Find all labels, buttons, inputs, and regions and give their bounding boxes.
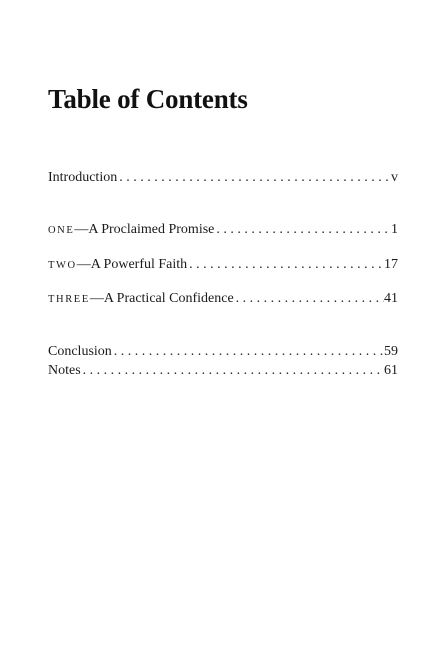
dot-leader	[81, 362, 384, 380]
chapter-separator: —	[76, 257, 91, 272]
chapter-number: THREE	[48, 294, 90, 305]
chapter-number: ONE	[48, 225, 75, 236]
dot-leader	[117, 169, 391, 187]
page-title: Table of Contents	[48, 84, 248, 114]
toc-entry-label	[48, 221, 214, 240]
chapter-separator: —	[89, 291, 104, 306]
toc-entry-title: Notes	[48, 363, 81, 378]
toc-entry-notes[interactable]	[48, 362, 398, 380]
toc-entry-chapter-two[interactable]	[48, 256, 398, 275]
toc-entry-label	[48, 343, 112, 361]
chapter-separator: —	[74, 222, 89, 237]
toc-page-number: 59	[384, 344, 398, 359]
dot-leader	[187, 256, 384, 274]
toc-entry-title: A Proclaimed Promise	[88, 222, 215, 237]
toc-page-number: 41	[384, 291, 398, 306]
toc-entry-title: A Powerful Faith	[90, 257, 188, 272]
dot-leader	[112, 343, 384, 361]
toc-entry-chapter-three[interactable]	[48, 290, 398, 309]
toc-page-number: 61	[384, 363, 398, 378]
toc-page-number: 1	[391, 222, 398, 237]
toc-entry-chapter-one[interactable]	[48, 221, 398, 240]
toc-entry-label	[48, 169, 117, 187]
chapter-number: TWO	[48, 260, 77, 271]
toc-entry-title: Introduction	[48, 170, 118, 185]
dot-leader	[214, 221, 391, 239]
toc-entry-title: Conclusion	[48, 344, 112, 359]
toc-entry-introduction[interactable]	[48, 169, 398, 187]
toc-entry-conclusion[interactable]	[48, 343, 398, 361]
toc-entry-label	[48, 290, 234, 309]
toc-page-number: v	[391, 170, 398, 185]
toc-page-number: 17	[384, 257, 398, 272]
toc-entry-title: A Practical Confidence	[103, 291, 234, 306]
dot-leader	[234, 290, 384, 308]
toc-entry-label	[48, 256, 187, 275]
toc-entry-label	[48, 362, 81, 380]
